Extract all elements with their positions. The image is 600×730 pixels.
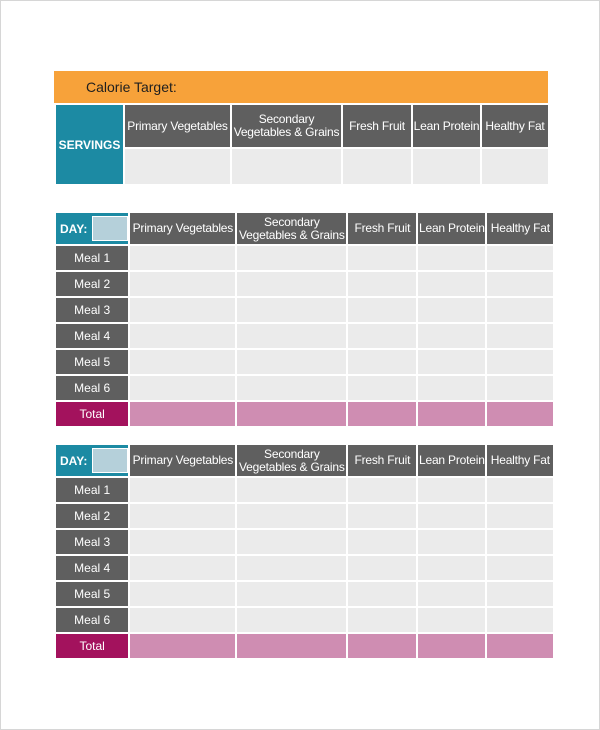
- entry-cell[interactable]: [486, 323, 554, 349]
- table-row: [55, 375, 554, 401]
- entry-cell[interactable]: [486, 297, 554, 323]
- entry-cell[interactable]: [347, 375, 417, 401]
- entry-cell[interactable]: [236, 245, 347, 271]
- entry-cell[interactable]: [236, 323, 347, 349]
- total-label: Total: [55, 401, 129, 427]
- total-cell[interactable]: [486, 401, 554, 427]
- entry-cell[interactable]: [347, 529, 417, 555]
- col-header-primary-vegetables: Primary Vegetables: [124, 104, 231, 148]
- total-cell[interactable]: [129, 401, 236, 427]
- entry-cell[interactable]: [236, 271, 347, 297]
- entry-cell[interactable]: [129, 555, 236, 581]
- total-cell[interactable]: [129, 633, 236, 659]
- entry-cell[interactable]: [129, 271, 236, 297]
- meal-label: Meal 5: [55, 349, 129, 375]
- entry-cell[interactable]: [347, 581, 417, 607]
- entry-cell[interactable]: [236, 477, 347, 503]
- col-header-secondary-vegetables-grains: Secondary Vegetables & Grains: [236, 212, 347, 245]
- col-header-primary-vegetables: Primary Vegetables: [129, 444, 236, 477]
- entry-cell[interactable]: [129, 245, 236, 271]
- total-cell[interactable]: [417, 401, 486, 427]
- col-header-lean-protein: Lean Protein: [417, 212, 486, 245]
- entry-cell[interactable]: [417, 375, 486, 401]
- servings-secondary-vegetables-cell[interactable]: [231, 148, 342, 185]
- calorie-target-bar: [54, 71, 548, 103]
- meal-label: Meal 4: [55, 323, 129, 349]
- entry-cell[interactable]: [347, 297, 417, 323]
- entry-cell[interactable]: [486, 555, 554, 581]
- entry-cell[interactable]: [347, 477, 417, 503]
- entry-cell[interactable]: [347, 555, 417, 581]
- total-label: Total: [55, 633, 129, 659]
- day-input-box[interactable]: [92, 216, 128, 241]
- entry-cell[interactable]: [347, 245, 417, 271]
- entry-cell[interactable]: [417, 503, 486, 529]
- entry-cell[interactable]: [347, 271, 417, 297]
- table-row: [55, 245, 554, 271]
- meal-label: Meal 1: [55, 477, 129, 503]
- servings-healthy-fat-cell[interactable]: [481, 148, 549, 185]
- col-header-healthy-fat: Healthy Fat: [481, 104, 549, 148]
- entry-cell[interactable]: [486, 349, 554, 375]
- entry-cell[interactable]: [129, 503, 236, 529]
- entry-cell[interactable]: [347, 349, 417, 375]
- servings-label: SERVINGS: [55, 104, 124, 185]
- meal-label: Meal 2: [55, 503, 129, 529]
- col-header-secondary-vegetables-grains: Secondary Vegetables & Grains: [236, 444, 347, 477]
- col-header-fresh-fruit: Fresh Fruit: [342, 104, 412, 148]
- col-header-lean-protein: Lean Protein: [412, 104, 481, 148]
- entry-cell[interactable]: [486, 581, 554, 607]
- day-table-2: [54, 443, 555, 660]
- servings-lean-protein-cell[interactable]: [412, 148, 481, 185]
- day-label: DAY:: [60, 221, 88, 236]
- calorie-target-label: Calorie Target:: [86, 79, 177, 95]
- total-row: [55, 633, 554, 659]
- meal-label: Meal 1: [55, 245, 129, 271]
- col-header-secondary-vegetables-grains: Secondary Vegetables & Grains: [231, 104, 342, 148]
- entry-cell[interactable]: [417, 607, 486, 633]
- entry-cell[interactable]: [129, 375, 236, 401]
- table-row: [55, 323, 554, 349]
- entry-cell[interactable]: [417, 271, 486, 297]
- meal-label: Meal 2: [55, 271, 129, 297]
- entry-cell[interactable]: [417, 297, 486, 323]
- total-cell[interactable]: [486, 633, 554, 659]
- entry-cell[interactable]: [417, 529, 486, 555]
- entry-cell[interactable]: [129, 607, 236, 633]
- entry-cell[interactable]: [347, 503, 417, 529]
- table-row: [55, 503, 554, 529]
- entry-cell[interactable]: [236, 607, 347, 633]
- entry-cell[interactable]: [129, 323, 236, 349]
- entry-cell[interactable]: [129, 529, 236, 555]
- entry-cell[interactable]: [486, 607, 554, 633]
- col-header-primary-vegetables: Primary Vegetables: [129, 212, 236, 245]
- col-header-lean-protein: Lean Protein: [417, 444, 486, 477]
- table-row: [55, 555, 554, 581]
- servings-primary-vegetables-cell[interactable]: [124, 148, 231, 185]
- entry-cell[interactable]: [417, 555, 486, 581]
- total-cell[interactable]: [417, 633, 486, 659]
- entry-cell[interactable]: [417, 477, 486, 503]
- meal-label: Meal 6: [55, 375, 129, 401]
- entry-cell[interactable]: [486, 477, 554, 503]
- entry-cell[interactable]: [347, 607, 417, 633]
- meal-label: Meal 5: [55, 581, 129, 607]
- total-cell[interactable]: [347, 633, 417, 659]
- day-header-cell: [55, 212, 129, 245]
- entry-cell[interactable]: [417, 349, 486, 375]
- entry-cell[interactable]: [129, 581, 236, 607]
- table-row: [55, 581, 554, 607]
- meal-label: Meal 3: [55, 529, 129, 555]
- col-header-healthy-fat: Healthy Fat: [486, 212, 554, 245]
- day-label: DAY:: [60, 453, 88, 468]
- entry-cell[interactable]: [236, 503, 347, 529]
- servings-fresh-fruit-cell[interactable]: [342, 148, 412, 185]
- day-table-1: [54, 211, 555, 428]
- total-cell[interactable]: [347, 401, 417, 427]
- entry-cell[interactable]: [129, 477, 236, 503]
- entry-cell[interactable]: [486, 245, 554, 271]
- entry-cell[interactable]: [236, 529, 347, 555]
- table-row: [55, 297, 554, 323]
- col-header-healthy-fat: Healthy Fat: [486, 444, 554, 477]
- entry-cell[interactable]: [486, 271, 554, 297]
- table-row: [55, 271, 554, 297]
- entry-cell[interactable]: [236, 349, 347, 375]
- total-row: [55, 401, 554, 427]
- entry-cell[interactable]: [236, 297, 347, 323]
- table-row: [55, 607, 554, 633]
- meal-label: Meal 3: [55, 297, 129, 323]
- entry-cell[interactable]: [486, 503, 554, 529]
- total-cell[interactable]: [236, 633, 347, 659]
- entry-cell[interactable]: [417, 245, 486, 271]
- day-input-box[interactable]: [92, 448, 128, 473]
- day-header-cell: [55, 444, 129, 477]
- entry-cell[interactable]: [486, 529, 554, 555]
- entry-cell[interactable]: [486, 375, 554, 401]
- entry-cell[interactable]: [417, 581, 486, 607]
- entry-cell[interactable]: [129, 349, 236, 375]
- table-row: [55, 477, 554, 503]
- col-header-fresh-fruit: Fresh Fruit: [347, 212, 417, 245]
- entry-cell[interactable]: [236, 555, 347, 581]
- entry-cell[interactable]: [236, 375, 347, 401]
- entry-cell[interactable]: [129, 297, 236, 323]
- entry-cell[interactable]: [417, 323, 486, 349]
- col-header-fresh-fruit: Fresh Fruit: [347, 444, 417, 477]
- entry-cell[interactable]: [236, 581, 347, 607]
- meal-label: Meal 6: [55, 607, 129, 633]
- total-cell[interactable]: [236, 401, 347, 427]
- table-row: [55, 529, 554, 555]
- table-row: [55, 349, 554, 375]
- meal-label: Meal 4: [55, 555, 129, 581]
- entry-cell[interactable]: [347, 323, 417, 349]
- servings-table: [54, 103, 550, 186]
